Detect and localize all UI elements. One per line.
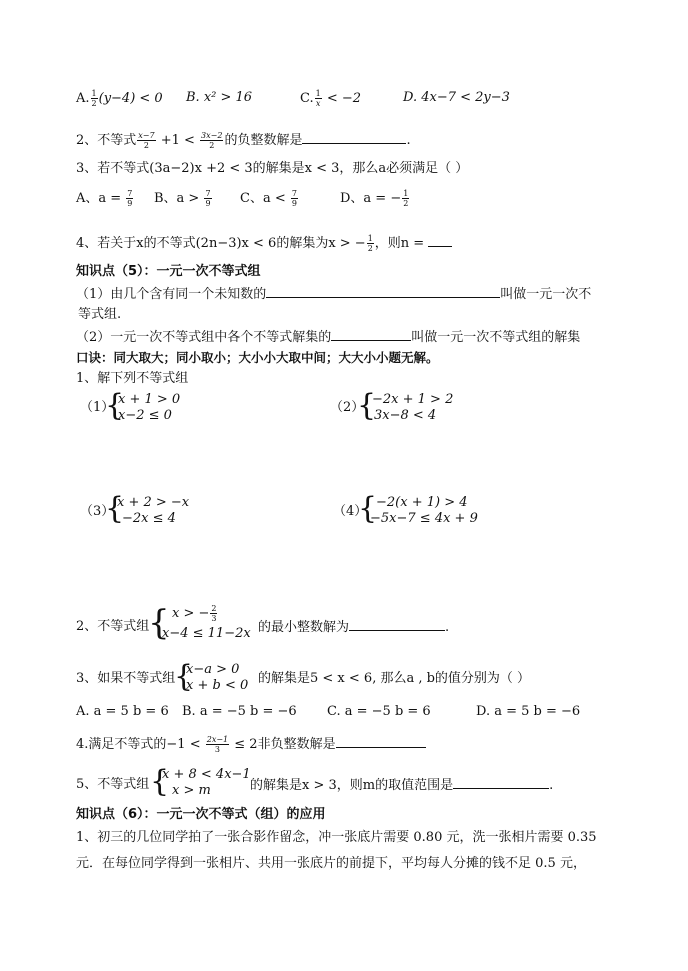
- q3-option-a: A、a = $\frac{7}{9}$: [76, 189, 133, 208]
- system-4-label: （4）: [333, 504, 368, 519]
- mnemonic: 口诀：同大取大；同小取小；大小小大取中间；大大小小题无解。: [76, 350, 439, 365]
- question-4: 4、若关于x的不等式(2n−3)x < 6的解集为x > − $\frac{1}{2}$ ，则n =: [76, 234, 452, 253]
- fraction: $\frac{1}{2}$: [91, 89, 97, 108]
- answer-blank[interactable]: [266, 285, 500, 298]
- answer-blank[interactable]: [453, 776, 549, 789]
- system-4-eq-2: −5x−7 ≤ 4x + 9: [370, 511, 478, 526]
- left-brace-icon: {: [105, 491, 125, 526]
- system-3-label: （3）: [80, 504, 115, 519]
- question-2: 2、不等式 $\frac{x-7}{2}$ +1 < $\frac{3x-2}{2}$ 的负整数解是 .: [76, 131, 411, 150]
- section-title-5: 知识点（5）：一元一次不等式组: [76, 264, 261, 279]
- question-3: 3、若不等式(3a−2)x +2 < 3的解集是x < 3，那么a必须满足（ ）: [76, 161, 469, 176]
- definition-line-1: （1）由几个含有同一个未知数的 叫做一元一次不: [76, 287, 592, 302]
- system-2-eq-1: −2x + 1 > 2: [372, 392, 454, 407]
- problem-5-prefix: 5、不等式组: [76, 777, 150, 792]
- problem-3-eq-2: x + b < 0: [186, 678, 249, 693]
- left-brace-icon: {: [105, 388, 125, 423]
- problem-2-suffix: 的最小整数解为 .: [258, 620, 450, 635]
- application-line-1: 1、初三的几位同学拍了一张合影作留念，冲一张底片需要 0.80 元，洗一张相片需要 0.35: [76, 830, 597, 845]
- option-d: D. 4x−7 < 2y−3: [403, 90, 510, 105]
- p3-option-d: D. a = 5 b = −6: [476, 704, 581, 719]
- answer-blank[interactable]: [349, 618, 445, 631]
- problem-5-eq-1: x + 8 < 4x−1: [162, 767, 251, 782]
- system-1-eq-1: x + 1 > 0: [118, 392, 181, 407]
- left-brace-icon: {: [358, 491, 378, 526]
- definition-line-2: （2）一元一次不等式组中各个不等式解集的 叫做一元一次不等式组的解集: [76, 330, 581, 345]
- system-4-eq-1: −2(x + 1) > 4: [376, 495, 468, 510]
- left-brace-icon: {: [150, 764, 170, 799]
- problem-4: 4.满足不等式的−1 < $\frac{2x-1}{3}$ ≤ 2非负整数解是: [76, 735, 426, 754]
- problem-3-prefix: 3、如果不等式组: [76, 671, 176, 686]
- answer-blank[interactable]: [336, 735, 426, 748]
- option-a: A. $\frac{1}{2}$ (y−4) < 0: [76, 89, 163, 108]
- task-1: 1、解下列不等式组: [76, 371, 189, 386]
- left-brace-icon: {: [357, 388, 377, 423]
- problem-2-eq-2: x−4 ≤ 11−2x: [162, 626, 251, 641]
- system-1-label: （1）: [80, 400, 115, 415]
- option-c: C. $\frac{1}{x}$ < −2: [300, 89, 362, 108]
- problem-5-eq-2: x > m: [172, 783, 211, 798]
- p3-option-b: B. a = −5 b = −6: [182, 704, 297, 719]
- problem-2-eq-1: x > − $\frac{2}{3}$: [172, 604, 217, 623]
- problem-3-eq-1: x−a > 0: [186, 662, 240, 677]
- q3-option-c: C、a < $\frac{7}{9}$: [240, 189, 297, 208]
- system-2-label: （2）: [330, 400, 365, 415]
- left-brace-icon: {: [174, 659, 194, 694]
- q3-option-d: D、a = − $\frac{1}{2}$: [340, 189, 409, 208]
- p3-option-a: A. a = 5 b = 6: [76, 704, 169, 719]
- answer-blank[interactable]: [302, 131, 406, 144]
- p3-option-c: C. a = −5 b = 6: [327, 704, 431, 719]
- system-3-eq-2: −2x ≤ 4: [122, 511, 176, 526]
- problem-5-suffix: 的解集是x > 3，则m的取值范围是 .: [250, 778, 554, 793]
- left-brace-icon: {: [148, 603, 170, 643]
- option-b: B. x² > 16: [186, 90, 253, 105]
- application-line-2: 元．在每位同学得到一张相片、共用一张底片的前提下，平均每人分摊的钱不足 0.5 元，: [76, 856, 586, 871]
- problem-3-suffix: 的解集是5 < x < 6, 那么a , b的值分别为（ ）: [258, 671, 531, 686]
- definition-line-1-cont: 等式组.: [78, 307, 122, 322]
- answer-blank[interactable]: [428, 234, 452, 247]
- problem-2-prefix: 2、不等式组: [76, 619, 150, 634]
- system-3-eq-1: x + 2 > −x: [117, 495, 190, 510]
- q3-option-b: B、a > $\frac{7}{9}$: [154, 189, 211, 208]
- system-2-eq-2: 3x−8 < 4: [374, 408, 437, 423]
- section-title-6: 知识点（6）：一元一次不等式（组）的应用: [76, 807, 326, 822]
- answer-blank[interactable]: [331, 328, 411, 341]
- system-1-eq-2: x−2 ≤ 0: [118, 408, 172, 423]
